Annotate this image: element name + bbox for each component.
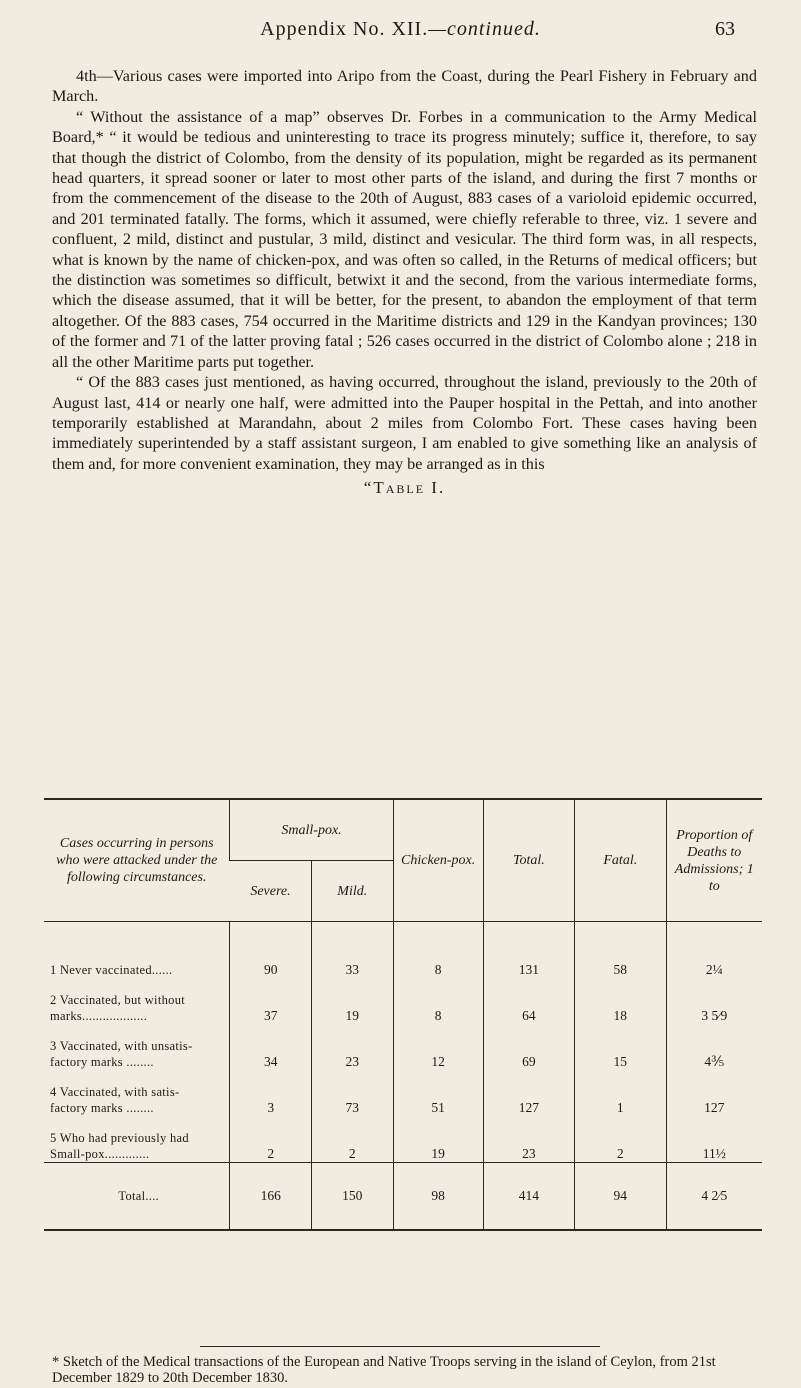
cell-chicken-pox: 51 (393, 1070, 483, 1116)
row-label: 5 Who had previously had Small-pox............. (50, 1131, 189, 1161)
table-row (44, 1024, 762, 1070)
cell-chicken-pox: 8 (393, 922, 483, 979)
header-mild: Mild. (311, 861, 393, 922)
table-row (44, 922, 762, 979)
footnote: * Sketch of the Medical transactions of the European and Native Troops serving in the island of Ceylon, from 21st December 1829 to 20th December 1830. (52, 1354, 716, 1386)
cell-total: 23 (483, 1116, 574, 1163)
row-label: 1 Never vaccinated...... (50, 963, 173, 977)
cell-total: 64 (483, 978, 574, 1024)
cell-mild: 33 (311, 922, 393, 979)
cell-mild: 2 (311, 1116, 393, 1163)
cell-proportion: 2¼ (666, 922, 762, 979)
continued-text: —continued. (428, 18, 541, 40)
cell-proportion: 11½ (666, 1116, 762, 1163)
total-fatal: 94 (575, 1163, 666, 1231)
cell-severe: 90 (230, 922, 311, 979)
cell-total: 131 (483, 922, 574, 979)
cell-chicken-pox: 19 (393, 1116, 483, 1163)
cell-fatal: 15 (575, 1024, 666, 1070)
header-severe: Severe. (230, 861, 311, 922)
cell-chicken-pox: 12 (393, 1024, 483, 1070)
total-mild: 150 (311, 1163, 393, 1231)
cell-total: 69 (483, 1024, 574, 1070)
paragraph-1: 4th—Various cases were imported into Aripo from the Coast, during the Pearl Fishery in February and March. (52, 67, 757, 106)
total-label: Total.... (44, 1163, 230, 1231)
cell-severe: 34 (230, 1024, 311, 1070)
appendix-title (0, 18, 801, 41)
total-chicken-pox: 98 (393, 1163, 483, 1231)
table-1 (44, 798, 762, 1231)
cell-mild: 19 (311, 978, 393, 1024)
header-total: Total. (483, 799, 574, 922)
table-row (44, 1116, 762, 1163)
cell-severe: 3 (230, 1070, 311, 1116)
appendix-title-text: Appendix No. XII. (260, 18, 429, 40)
cell-proportion: 4⅗ (666, 1024, 762, 1070)
cell-severe: 37 (230, 978, 311, 1024)
header-small-pox: Small-pox. (230, 799, 393, 861)
cell-fatal: 18 (575, 978, 666, 1024)
total-severe: 166 (230, 1163, 311, 1231)
cell-fatal: 2 (575, 1116, 666, 1163)
cell-mild: 73 (311, 1070, 393, 1116)
cell-severe: 2 (230, 1116, 311, 1163)
header-fatal: Fatal. (575, 799, 666, 922)
cell-proportion: 3 5⁄9 (666, 978, 762, 1024)
running-header (0, 18, 801, 44)
total-proportion: 4 2⁄5 (666, 1163, 762, 1231)
row-label: 3 Vaccinated, with unsatis- factory marks ........ (50, 1039, 193, 1069)
table-row (44, 978, 762, 1024)
table-row (44, 1070, 762, 1116)
cell-total: 127 (483, 1070, 574, 1116)
page-number: 63 (715, 18, 735, 40)
paragraph-2: “ Without the assistance of a map” observes Dr. Forbes in a communication to the Army Medical Board,* “ it would be tedious and uninteresting to trace its progress minutely; suffice it, therefore, to say that though the district of Colombo, from the density of its population, might be regarded as its permanent head quarters, it spread sooner or later to most other parts of the island, and during the first 7 months or from the commencement of the disease to the 20th of August, 883 cases of a varioloid epidemic occurred, and 201 terminated fatally. The forms, which it assumed, were chiefly referable to three, viz. 1 severe and confluent, 2 mild, distinct and pustular, 3 mild, distinct and vesicular. The third form was, in all respects, what is known by the name of chicken-pox, and was often so called, in the Returns of medical officers; but the distinction was sometimes so difficult, betwixt it and the second, from the various intermediate forms, which the disease assumed, that it will be better, for the present, to abandon the employment of that term altogether. Of the 883 cases, 754 occurred in the Maritime districts and 129 in the Kandyan provinces; 130 of the former and 71 of the latter proving fatal ; 526 cases occurred in the district of Colombo alone ; 218 in all the other Maritime parts put together. (52, 107, 757, 371)
total-row (44, 1163, 762, 1231)
body-text (52, 66, 757, 499)
row-label: 2 Vaccinated, but without marks................... (50, 993, 186, 1023)
header-cases: Cases occurring in persons who were attacked under the following circumstances. (56, 836, 218, 885)
cell-fatal: 1 (575, 1070, 666, 1116)
header-proportion: Proportion of Deaths to Admissions; 1 to (666, 799, 762, 922)
total-total: 414 (483, 1163, 574, 1231)
footnote-rule (200, 1346, 600, 1347)
cell-mild: 23 (311, 1024, 393, 1070)
table-heading: “Table I. (363, 478, 446, 498)
header-chicken-pox: Chicken-pox. (393, 799, 483, 922)
paragraph-3: “ Of the 883 cases just mentioned, as having occurred, throughout the island, previously to the 20th of August last, 414 or nearly one half, were admitted into the Pauper hospital in the Pettah, and into another temporarily established at Marandahn, about 2 miles from Colombo Fort. These cases having been immediately superintended by a staff assistant surgeon, I am enabled to give something like an analysis of them and, for more convenient examination, they may be arranged as in this (52, 373, 757, 473)
row-label: 4 Vaccinated, with satis- factory marks ........ (50, 1085, 180, 1115)
cell-proportion: 127 (666, 1070, 762, 1116)
cell-chicken-pox: 8 (393, 978, 483, 1024)
cell-fatal: 58 (575, 922, 666, 979)
